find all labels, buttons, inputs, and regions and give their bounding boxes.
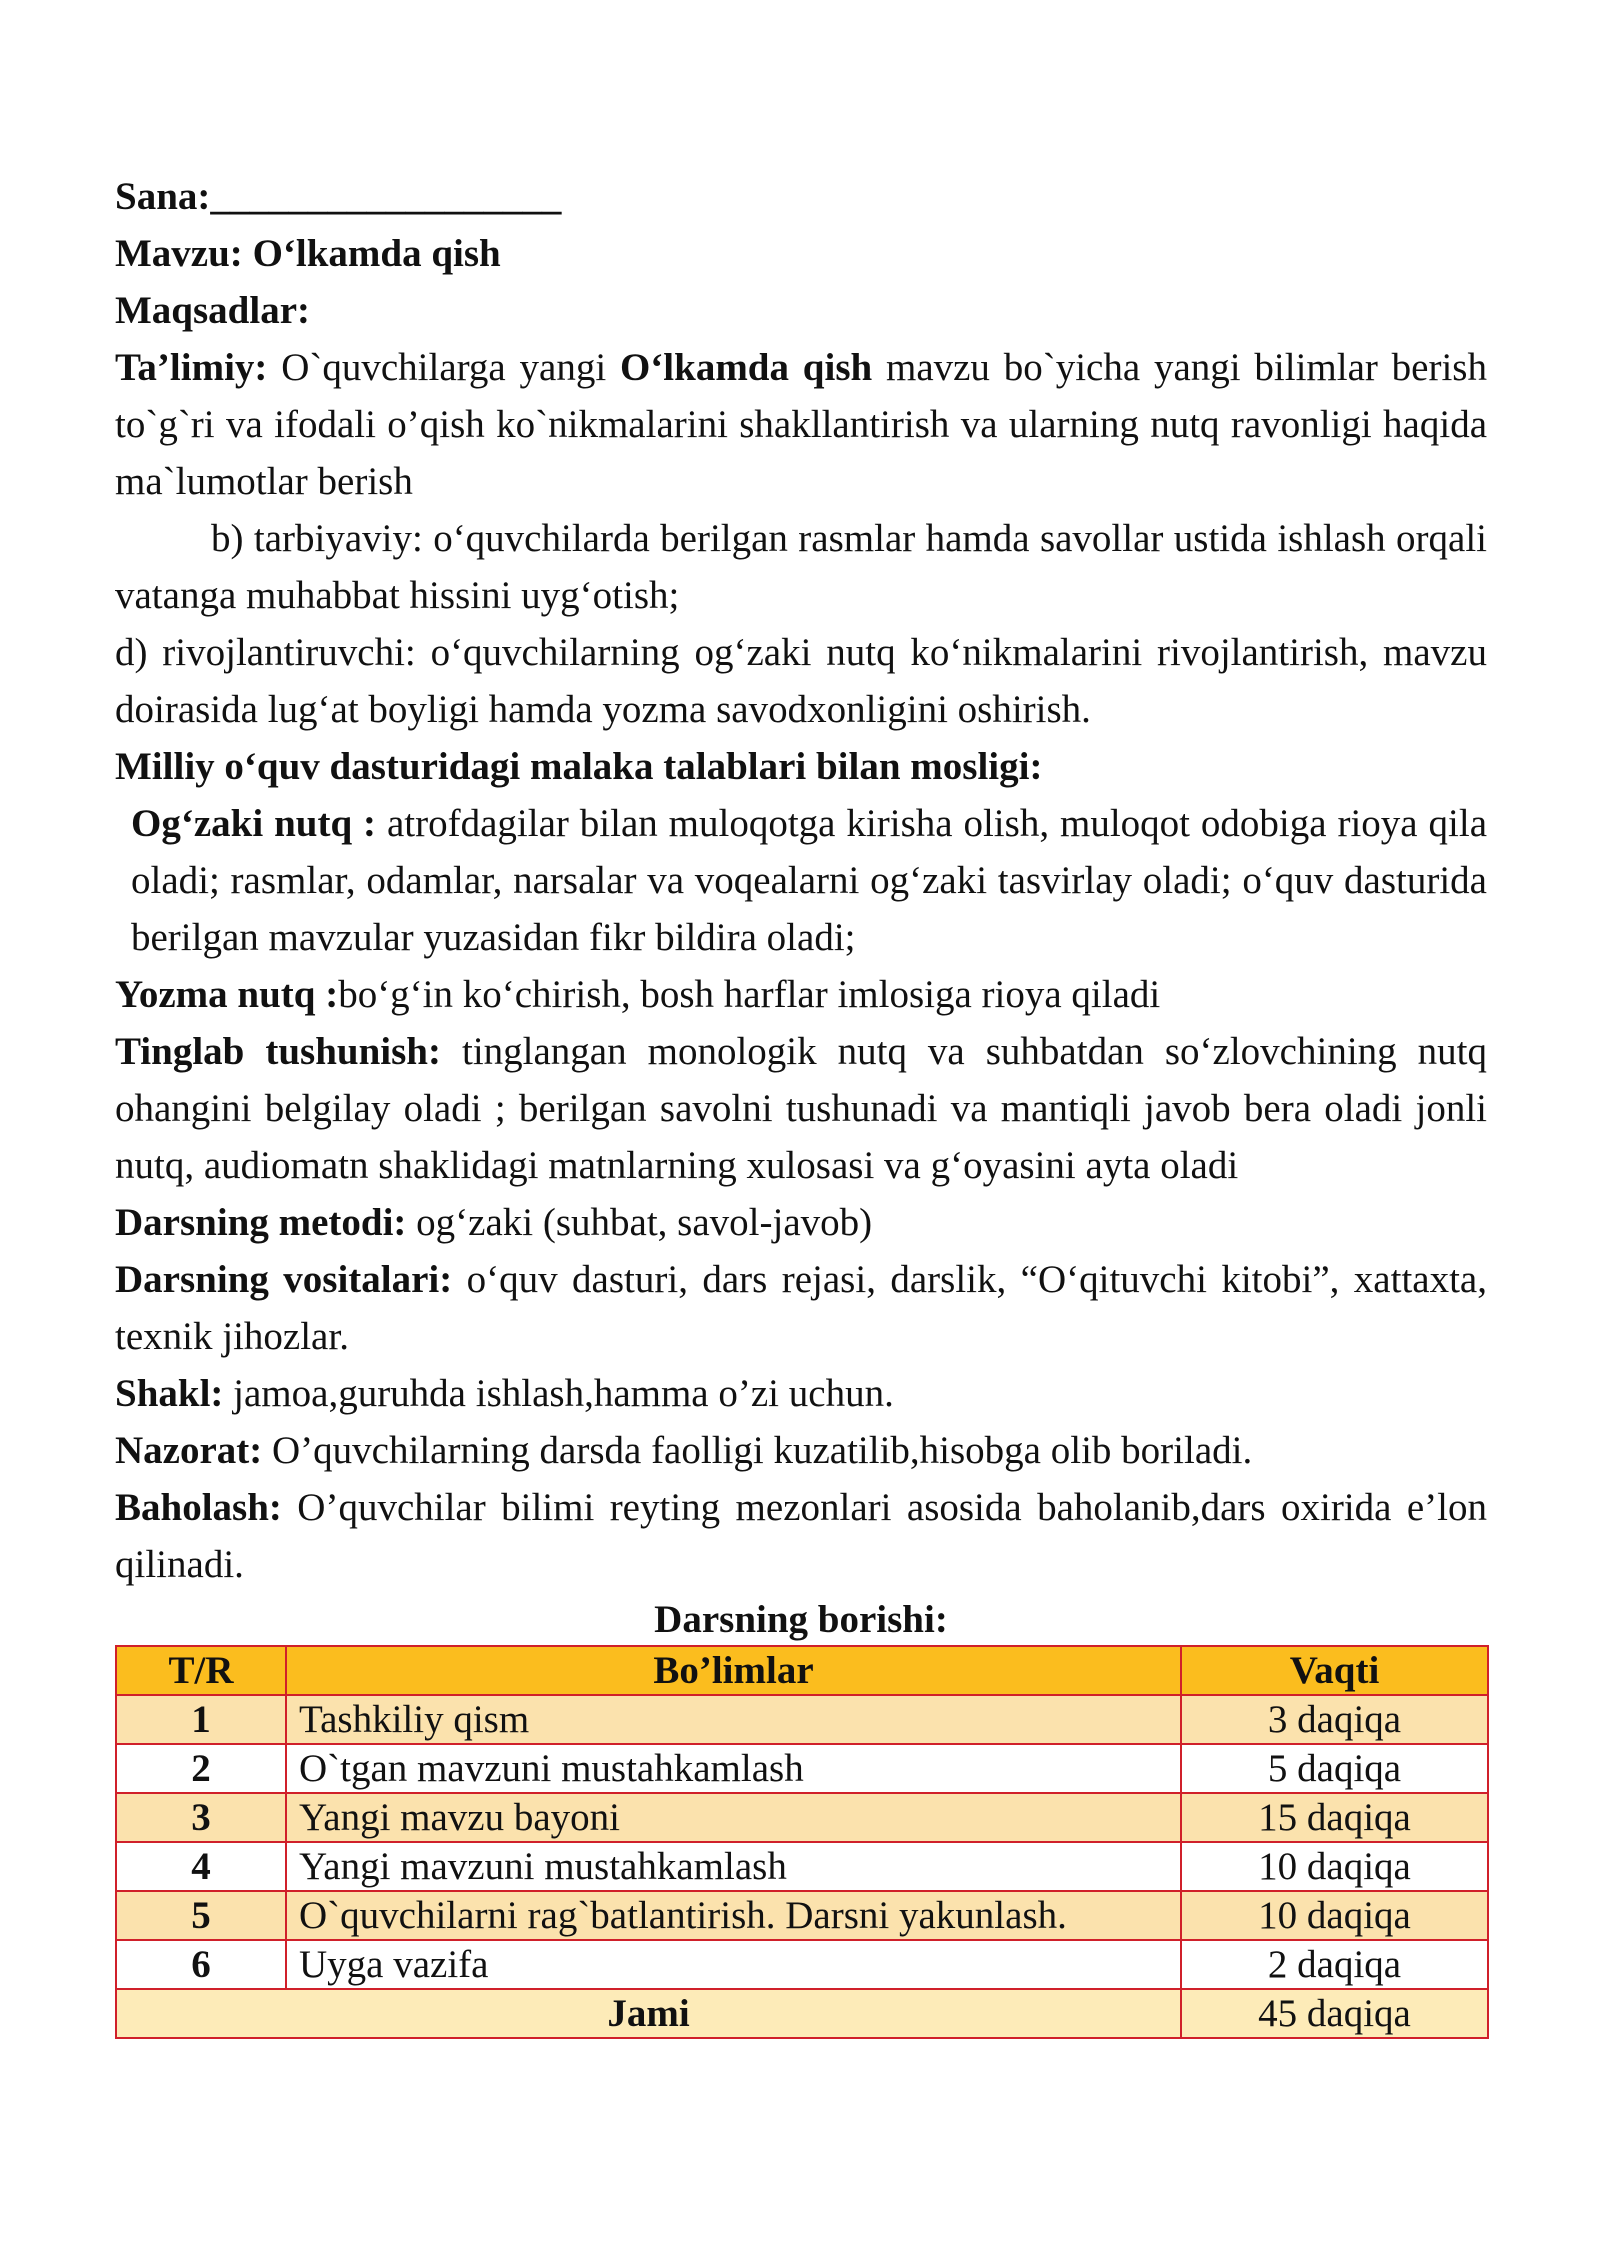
row-section: Uyga vazifa	[286, 1940, 1181, 1989]
date-line	[115, 168, 1487, 225]
lesson-schedule-table	[115, 1645, 1489, 2039]
table-row	[116, 1891, 1488, 1940]
topic-line	[115, 225, 1487, 282]
table-row	[116, 1842, 1488, 1891]
row-section: Yangi mavzuni mustahkamlash	[286, 1842, 1181, 1891]
standard-ogzaki: Og‘zaki nutq : atrofdagilar bilan muloqotga kirisha olish, muloqot odobiga rioya qila oladi; rasmlar, odamlar, narsalar va voqealarni og‘zaki tasvirlay oladi; o‘quv dasturida berilgan mavzular yuzasidan fikr bildira oladi;	[131, 802, 1487, 959]
header-tr: T/R	[116, 1646, 286, 1695]
table-header-row	[116, 1646, 1488, 1695]
detail-baholash: Baholash: O’quvchilar bilimi reyting mezonlari asosida baholanib,dars oxirida e’lon qilinadi.	[115, 1486, 1487, 1586]
detail-metod: Darsning metodi: og‘zaki (suhbat, savol-javob)	[115, 1201, 873, 1244]
talimiy-label: Ta’limiy:	[115, 346, 268, 389]
row-section: Yangi mavzu bayoni	[286, 1793, 1181, 1842]
ogzaki-label: Og‘zaki nutq :	[131, 802, 377, 845]
table-row	[116, 1793, 1488, 1842]
date-label: Sana:	[115, 175, 211, 218]
row-number: 5	[116, 1891, 286, 1940]
table-total-row	[116, 1989, 1488, 2038]
row-number: 6	[116, 1940, 286, 1989]
talimiy-topic: O‘lkamda qish	[619, 346, 873, 389]
row-section: Tashkiliy qism	[286, 1695, 1181, 1744]
total-label: Jami	[116, 1989, 1181, 2038]
date-blank: __________________	[210, 175, 562, 218]
detail-nazorat: Nazorat: O’quvchilarning darsda faolligi kuzatilib,hisobga olib boriladi.	[115, 1429, 1253, 1472]
row-section: O`quvchilarni rag`batlantirish. Darsni yakunlash.	[286, 1891, 1181, 1940]
row-number: 2	[116, 1744, 286, 1793]
standard-tinglab: Tinglab tushunish: tinglangan monologik nutq va suhbatdan so‘zlovchining nutq ohangini belgilay oladi ; berilgan savolni tushunadi va mantiqli javob bera oladi jonli nutq, audiomatn shaklidagi matnlarning xulosasi va g‘oyasini ayta oladi	[115, 1030, 1487, 1187]
table-row	[116, 1744, 1488, 1793]
row-time: 2 daqiqa	[1181, 1940, 1488, 1989]
header-time: Vaqti	[1181, 1646, 1488, 1695]
table-title: Darsning borishi:	[654, 1598, 948, 1641]
detail-vositalar: Darsning vositalari: o‘quv dasturi, dars rejasi, darslik, “O‘qituvchi kitobi”, xattaxta, texnik jihozlar.	[115, 1258, 1487, 1358]
table-row	[116, 1940, 1488, 1989]
header-sections: Bo’limlar	[286, 1646, 1181, 1695]
row-time: 15 daqiqa	[1181, 1793, 1488, 1842]
row-number: 1	[116, 1695, 286, 1744]
standard-yozma: Yozma nutq :bo‘g‘in ko‘chirish, bosh harflar imlosiga rioya qiladi	[115, 973, 1161, 1016]
detail-shakl: Shakl: jamoa,guruhda ishlash,hamma o’zi uchun.	[115, 1372, 894, 1415]
goal-talimiy: Ta’limiy: O`quvchilarga yangi O‘lkamda qish mavzu bo`yicha yangi bilimlar berish to`g`ri va ifodali o’qish ko`nikmalarini shakllantirish va ularning nutq ravonligi haqida ma`lumotlar berish	[115, 346, 1487, 503]
goals-heading: Maqsadlar:	[115, 289, 310, 332]
row-number: 4	[116, 1842, 286, 1891]
lesson-plan-page	[115, 168, 1487, 2039]
topic-value: O‘lkamda qish	[252, 232, 501, 275]
topic-label: Mavzu:	[115, 232, 243, 275]
row-section: O`tgan mavzuni mustahkamlash	[286, 1744, 1181, 1793]
row-time: 3 daqiqa	[1181, 1695, 1488, 1744]
row-time: 10 daqiqa	[1181, 1891, 1488, 1940]
tinglab-label: Tinglab tushunish:	[115, 1030, 441, 1073]
goal-tarbiyaviy: b) tarbiyaviy: o‘quvchilarda berilgan rasmlar hamda savollar ustida ishlash orqali vatanga muhabbat hissini uyg‘otish;	[115, 517, 1487, 617]
row-time: 10 daqiqa	[1181, 1842, 1488, 1891]
goal-rivojlantiruvchi: d) rivojlantiruvchi: o‘quvchilarning og‘zaki nutq ko‘nikmalarini rivojlantirish, mavzu doirasida lug‘at boyligi hamda yozma savodxonligini oshirish.	[115, 631, 1487, 731]
table-row	[116, 1695, 1488, 1744]
row-time: 5 daqiqa	[1181, 1744, 1488, 1793]
yozma-label: Yozma nutq :	[115, 973, 339, 1016]
total-time: 45 daqiqa	[1181, 1989, 1488, 2038]
standards-heading: Milliy o‘quv dasturidagi malaka talablari bilan mosligi:	[115, 745, 1043, 788]
row-number: 3	[116, 1793, 286, 1842]
